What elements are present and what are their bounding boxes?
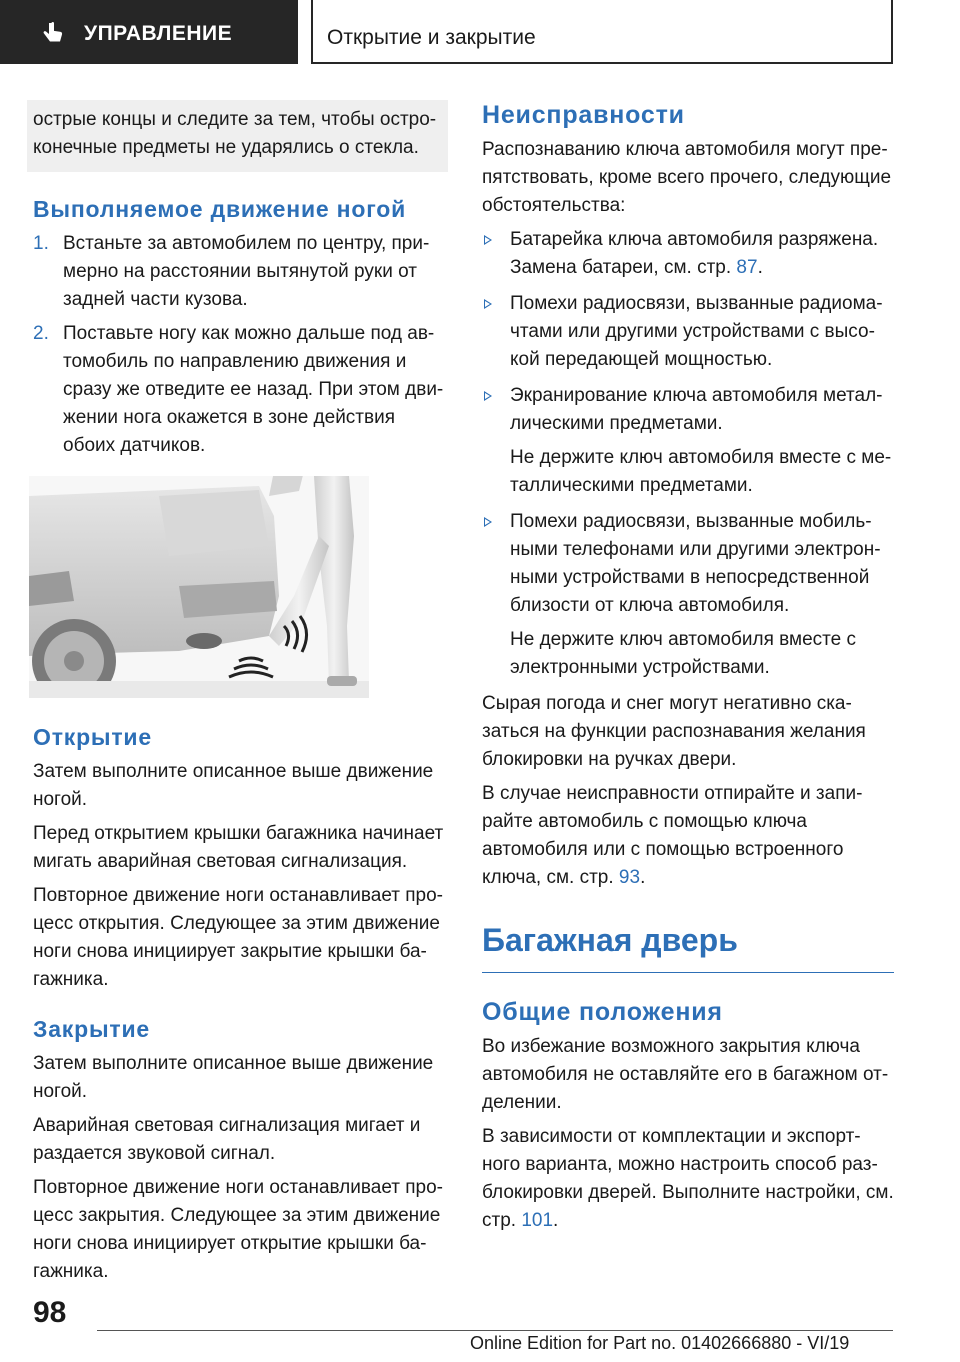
footer-divider <box>97 1330 893 1331</box>
page-link-87[interactable]: 87 <box>736 257 758 278</box>
page-link-101[interactable]: 101 <box>521 1210 554 1231</box>
step-number: 1. <box>33 233 49 254</box>
closing-paragraph: Затем выполните описанное выше движение ногой. <box>33 1053 434 1102</box>
step-number: 2. <box>33 323 49 344</box>
chapter-title: Открытие и закрытие <box>327 26 536 49</box>
list-item-text: Батарейка ключа автомобиля разряжена. Замена батареи, см. стр. <box>510 229 879 278</box>
paragraph-text: В зависимости от комплектации и экспорт-ного варианта, можно настроить способ раз-блокировки дверей. Выполните настройки, см. стр. <box>482 1126 894 1231</box>
left-column <box>33 100 448 1292</box>
section-label: УПРАВЛЕНИЕ <box>84 22 233 45</box>
list-item <box>482 382 894 500</box>
general-heading: Общие положения <box>482 998 723 1026</box>
step-item <box>33 320 448 460</box>
note-box <box>27 100 448 172</box>
closing-paragraph: Повторное движение ноги останавливает про-цесс закрытия. Следующее за этим движение ноги снова инициирует открытие крышки ба-гажника. <box>33 1177 443 1282</box>
general-paragraph: Во избежание возможного закрытия ключа автомобиля не оставляйте его в багажном от-делении. <box>482 1036 889 1113</box>
list-item-text: Экранирование ключа автомобиля метал-лическими предметами. <box>510 385 883 434</box>
malfunctions-intro: Распознаванию ключа автомобиля могут пре-пятствовать, кроме всего прочего, следующие обстоятельства: <box>482 139 892 216</box>
list-item-text: Помехи радиосвязи, вызванные радиома-чтами или другими устройствами с высо-кой передающей мощностью. <box>510 293 883 370</box>
general-paragraph <box>482 1123 894 1235</box>
malfunctions-paragraph <box>482 780 894 892</box>
step-text: Поставьте ногу как можно дальше под ав-томобиль по направлению движения и сразу же отведите ее назад. При этом дви-жении нога окажется в зоне действия обоих датчиков. <box>63 323 444 456</box>
paragraph-tail: . <box>553 1210 559 1231</box>
closing-heading: Закрытие <box>33 1016 150 1042</box>
foot-movement-steps <box>33 230 448 460</box>
page-link-93[interactable]: 93 <box>618 867 641 888</box>
bullet-triangle-icon <box>484 391 492 401</box>
chapter-header <box>311 0 893 64</box>
closing-paragraph: Аварийная световая сигнализация мигает и раздается звуковой сигнал. <box>33 1115 421 1164</box>
bullet-triangle-icon <box>484 299 492 309</box>
list-item <box>482 508 894 682</box>
step-text: Встаньте за автомобилем по центру, при-мерно на расстоянии вытянутой руки от задней части кузова. <box>63 233 430 310</box>
edition-footer: Online Edition for Part no. 01402666880 - VI/19 <box>470 1333 850 1353</box>
step-item <box>33 230 448 314</box>
list-item-subtext: Не держите ключ автомобиля вместе с ме-таллическими предметами. <box>510 447 892 496</box>
bullet-triangle-icon <box>484 235 492 245</box>
malfunction-list <box>482 226 894 682</box>
opening-paragraph: Затем выполните описанное выше движение ногой. <box>33 761 434 810</box>
section-tab <box>0 0 298 64</box>
tailgate-heading: Багажная дверь <box>482 920 894 973</box>
list-item-subtext: Не держите ключ автомобиля вместе с электронными устройствами. <box>510 629 856 678</box>
malfunctions-paragraph: Сырая погода и снег могут негативно ска-заться на функции распознавания желания блокировки на ручках двери. <box>482 693 866 770</box>
opening-heading: Открытие <box>33 724 152 750</box>
paragraph-tail: . <box>640 867 646 888</box>
list-item <box>482 226 894 282</box>
foot-gesture-illustration <box>29 476 369 698</box>
hand-touch-icon <box>38 20 66 48</box>
bullet-triangle-icon <box>484 517 492 527</box>
page-number: 98 <box>33 1296 67 1329</box>
list-item <box>482 290 894 374</box>
list-item-tail: . <box>757 257 763 278</box>
right-column <box>482 100 894 1241</box>
foot-movement-heading: Выполняемое движение ногой <box>33 196 407 222</box>
malfunctions-heading: Неисправности <box>482 101 685 129</box>
list-item-text: Помехи радиосвязи, вызванные мобиль-ными телефонами или другими электрон-ными устройствами в непосредственной близости от ключа автомобиля. <box>510 511 881 616</box>
opening-paragraph: Повторное движение ноги останавливает про-цесс открытия. Следующее за этим движение ноги снова инициирует закрытие крышки ба-гажника. <box>33 885 443 990</box>
paragraph-text: В случае неисправности отпирайте и запи-райте автомобиль с помощью ключа автомобиля или с помощью встроенного ключа, см. стр. <box>482 783 863 888</box>
opening-paragraph: Перед открытием крышки багажника начинает мигать аварийная световая сигнализация. <box>33 823 444 872</box>
note-text: острые концы и следите за тем, чтобы остро-конечные предметы не ударялись о стекла. <box>33 109 437 158</box>
